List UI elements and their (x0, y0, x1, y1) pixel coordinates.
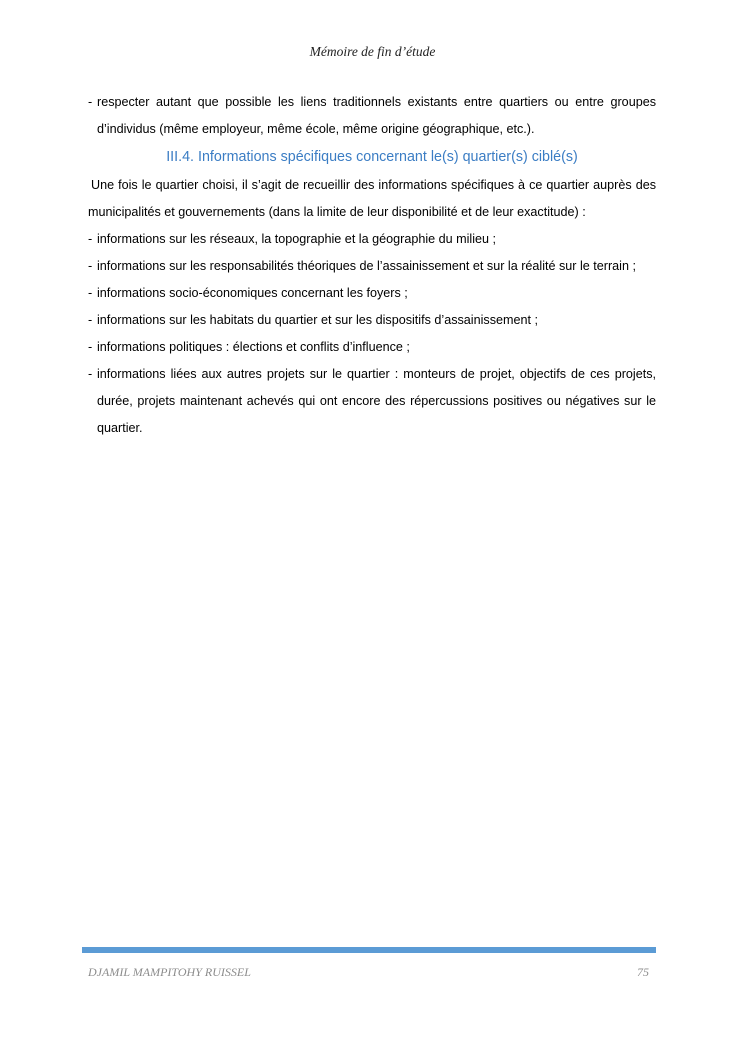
bullet-text: informations sur les réseaux, la topographie et la géographie du milieu ; (97, 232, 497, 246)
bullet-marker: - (88, 286, 93, 300)
bullet-marker: - (88, 95, 93, 109)
bullet-marker: - (88, 340, 93, 354)
bullet-text: informations socio-économiques concernant les foyers ; (97, 286, 408, 300)
footer-divider (82, 947, 656, 953)
list-item (88, 226, 656, 253)
bullet-marker: - (88, 259, 93, 273)
bullet-text: respecter autant que possible les liens traditionnels existants entre quartiers ou entre groupes d’individus (même employeur, même école, même origine géographique, etc.). (97, 95, 656, 136)
running-header-title: Mémoire de fin d’étude (309, 44, 436, 59)
intro-bullet-item (88, 89, 656, 143)
page-content (88, 89, 656, 442)
list-item (88, 253, 656, 280)
bullet-marker: - (88, 232, 93, 246)
footer-author: DJAMIL MAMPITOHY RUISSEL (88, 965, 251, 979)
section-heading: III.4. Informations spécifiques concernant le(s) quartier(s) ciblé(s) (166, 149, 578, 165)
bullet-text: informations sur les habitats du quartier et sur les dispositifs d’assainissement ; (97, 313, 538, 327)
bullet-text: informations politiques : élections et conflits d’influence ; (97, 340, 410, 354)
page-number: 75 (637, 965, 649, 979)
list-item (88, 361, 656, 442)
body-paragraph: Une fois le quartier choisi, il s’agit de recueillir des informations spécifiques à ce quartier auprès des municipalités et gouvernements (dans la limite de leur disponibilité et de leur exactitude) : (88, 178, 656, 219)
list-item (88, 280, 656, 307)
bullet-text: informations sur les responsabilités théoriques de l’assainissement et sur la réalité sur le terrain ; (97, 259, 636, 273)
bullet-marker: - (88, 313, 93, 327)
bullet-text: informations liées aux autres projets sur le quartier : monteurs de projet, objectifs de ces projets, durée, projets maintenant achevés qui ont encore des répercussions positives ou négatives sur le quartier. (97, 367, 656, 435)
bullet-marker: - (88, 367, 93, 381)
list-item (88, 307, 656, 334)
list-item (88, 334, 656, 361)
